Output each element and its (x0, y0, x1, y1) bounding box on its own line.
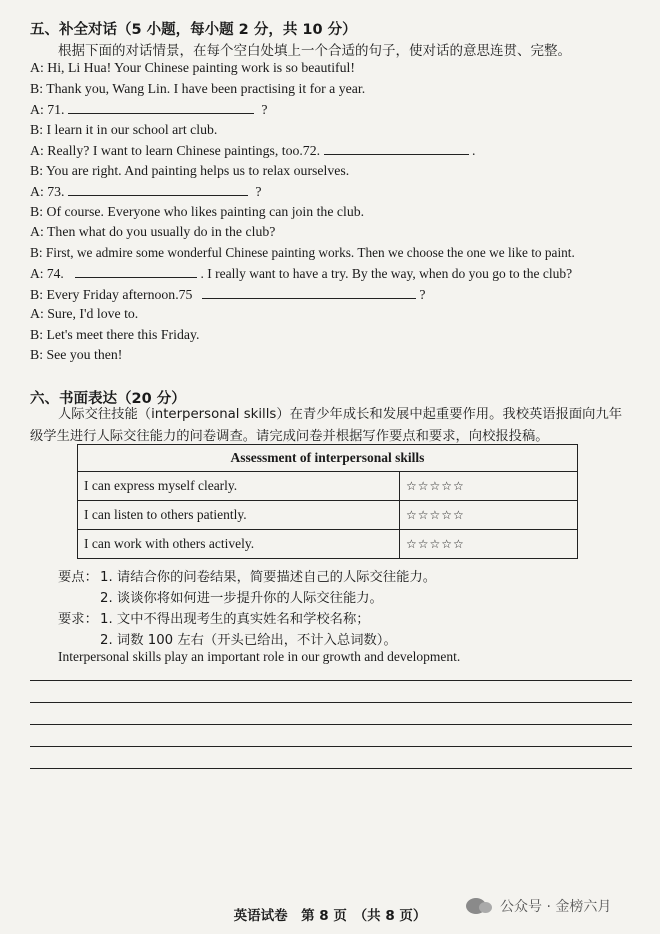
dialogue-line: B: Thank you, Wang Lin. I have been practising it for a year. (30, 81, 366, 96)
dialogue-line: B: You are right. And painting helps us to relax ourselves. (30, 163, 350, 178)
section5-heading: 五、补全对话（5 小题，每小题 2 分，共 10 分） (30, 22, 357, 38)
answer-blank-74[interactable] (75, 265, 197, 278)
assessment-table (77, 444, 578, 559)
dialogue-prefix: A: Really? I want to learn Chinese paintings, too.72. (30, 143, 321, 158)
page-footer: 英语试卷 第 8 页 （共 8 页） (233, 908, 427, 924)
essay-opening: Interpersonal skills play an important role in our growth and development. (58, 649, 461, 664)
dialogue-suffix: ? (261, 102, 268, 117)
writing-line[interactable] (30, 724, 632, 725)
answer-blank-73[interactable] (68, 183, 248, 196)
dialogue-line-75 (30, 286, 426, 303)
dialogue-prefix: A: 74. (30, 266, 64, 281)
wechat-icon (466, 898, 486, 914)
dialogue-suffix: . I really want to have a try. By the way, when do you go to the club? (200, 266, 573, 281)
table-row (78, 530, 578, 559)
dialogue-suffix: . (471, 143, 476, 158)
dialogue-line: A: Sure, I'd love to. (30, 306, 139, 321)
requirement-item: 2. 词数 100 左右（开头已给出，不计入总词数）。 (100, 633, 397, 648)
table-row (78, 501, 578, 530)
dialogue-line: B: First, we admire some wonderful Chinese painting works. Then we choose the one we like to paint. (30, 245, 575, 260)
dialogue-line: B: Let's meet there this Friday. (30, 327, 200, 342)
dialogue-line-71 (30, 101, 268, 118)
dialogue-line: B: I learn it in our school art club. (30, 122, 218, 137)
dialogue-line-74 (30, 265, 572, 282)
requirement-item: 1. 文中不得出现考生的真实姓名和学校名称； (100, 612, 370, 627)
writing-line[interactable] (30, 768, 632, 769)
intro-line-1: 人际交往技能（interpersonal skills）在青少年成长和发展中起重要作用。我校英语报面向九年 (58, 407, 623, 422)
writing-line[interactable] (30, 702, 632, 703)
answer-blank-71[interactable] (68, 101, 254, 114)
dialogue-prefix: A: 73. (30, 184, 65, 199)
dialogue-line-72 (30, 142, 475, 159)
assessment-item: I can listen to others patiently. (78, 501, 400, 530)
dialogue-line: A: Then what do you usually do in the club? (30, 224, 276, 239)
dialogue-line-73 (30, 183, 262, 200)
answer-blank-72[interactable] (324, 142, 469, 155)
section5-instruction: 根据下面的对话情景，在每个空白处填上一个合适的句子，使对话的意思连贯、完整。 (58, 43, 571, 59)
intro-line-2: 级学生进行人际交往能力的问卷调查。请完成问卷并根据写作要点和要求，向校报投稿。 (30, 429, 549, 444)
assessment-table-title: Assessment of interpersonal skills (78, 445, 578, 472)
dialogue-suffix: ? (255, 184, 262, 199)
dialogue-line: B: See you then! (30, 347, 123, 362)
watermark (466, 896, 611, 916)
dialogue-line: B: Of course. Everyone who likes painting can join the club. (30, 204, 365, 219)
dialogue-prefix: A: 71. (30, 102, 65, 117)
dialogue-prefix: B: Every Friday afternoon.75 (30, 287, 193, 302)
assessment-item: I can express myself clearly. (78, 472, 400, 501)
answer-blank-75[interactable] (202, 286, 416, 299)
table-row (78, 472, 578, 501)
points-label: 要点： (58, 570, 98, 585)
star-rating[interactable]: ☆☆☆☆☆ (400, 472, 578, 501)
point-item: 2. 谈谈你将如何进一步提升你的人际交往能力。 (100, 591, 383, 606)
section6-intro (30, 404, 630, 426)
section6-heading: 六、书面表达（20 分） (30, 391, 186, 407)
star-rating[interactable]: ☆☆☆☆☆ (400, 530, 578, 559)
watermark-text: 公众号 · 金榜六月 (500, 899, 612, 915)
writing-line[interactable] (30, 680, 632, 681)
point-item: 1. 请结合你的问卷结果，简要描述自己的人际交往能力。 (100, 570, 437, 585)
dialogue-suffix: ? (419, 287, 426, 302)
writing-line[interactable] (30, 746, 632, 747)
dialogue-line: A: Hi, Li Hua! Your Chinese painting work is so beautiful! (30, 60, 355, 75)
star-rating[interactable]: ☆☆☆☆☆ (400, 501, 578, 530)
assessment-item: I can work with others actively. (78, 530, 400, 559)
requirements-label: 要求： (58, 612, 98, 627)
